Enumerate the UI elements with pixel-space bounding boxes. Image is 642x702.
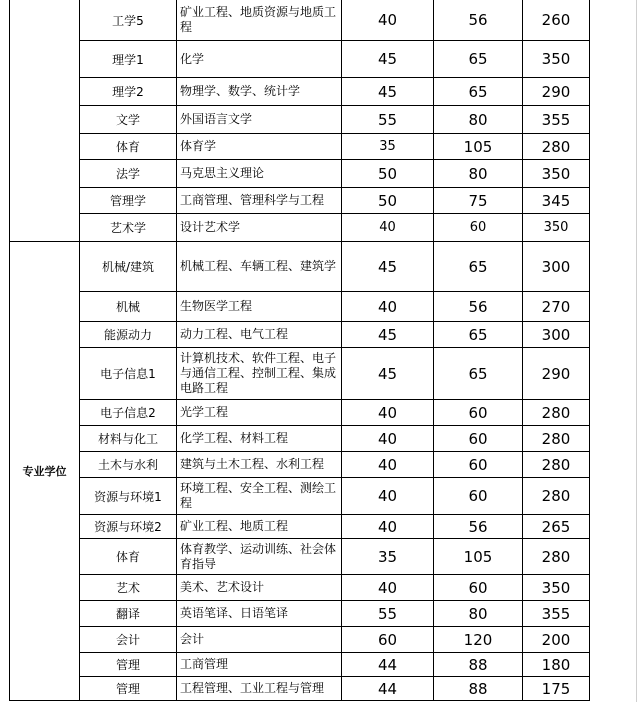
total-score-cell: 350: [523, 160, 590, 188]
single-subject-over-100-score-cell: 60: [434, 575, 523, 601]
score-table-body: [10, 0, 590, 701]
table-row: [10, 653, 590, 677]
major-cell: 土木与水利: [80, 452, 177, 478]
subjects-cell: 光学工程: [177, 400, 342, 426]
single-subject-100-score-cell: 45: [342, 242, 434, 292]
single-subject-100-score-cell: 40: [342, 575, 434, 601]
single-subject-over-100-score-cell: 60: [434, 478, 523, 515]
table-row: [10, 539, 590, 575]
total-score-cell: 280: [523, 478, 590, 515]
table-row: [10, 677, 590, 701]
single-subject-over-100-score-cell: 88: [434, 653, 523, 677]
major-cell: 理学1: [80, 41, 177, 78]
subjects-cell: 设计艺术学: [177, 214, 342, 242]
single-subject-over-100-score-cell: 80: [434, 160, 523, 188]
subjects-cell: 化学: [177, 41, 342, 78]
category-cell: [10, 0, 80, 242]
subjects-cell: 动力工程、电气工程: [177, 322, 342, 348]
total-score-cell: 350: [523, 214, 590, 242]
category-cell: 专业学位: [10, 242, 80, 701]
major-cell: 会计: [80, 627, 177, 653]
subjects-cell: 工商管理、管理科学与工程: [177, 188, 342, 214]
table-row: [10, 188, 590, 214]
subjects-cell: 马克思主义理论: [177, 160, 342, 188]
single-subject-over-100-score-cell: 56: [434, 515, 523, 539]
single-subject-over-100-score-cell: 56: [434, 292, 523, 322]
single-subject-over-100-score-cell: 80: [434, 601, 523, 627]
total-score-cell: 300: [523, 322, 590, 348]
single-subject-100-score-cell: 40: [342, 214, 434, 242]
table-row: [10, 78, 590, 106]
table-row: [10, 400, 590, 426]
total-score-cell: 345: [523, 188, 590, 214]
total-score-cell: 300: [523, 242, 590, 292]
major-cell: 法学: [80, 160, 177, 188]
table-row: [10, 214, 590, 242]
total-score-cell: 265: [523, 515, 590, 539]
subjects-cell: 工程管理、工业工程与管理: [177, 677, 342, 701]
total-score-cell: 280: [523, 452, 590, 478]
table-row: [10, 478, 590, 515]
table-row: [10, 292, 590, 322]
table-row: [10, 627, 590, 653]
subjects-cell: 体育教学、运动训练、社会体育指导: [177, 539, 342, 575]
subjects-cell: 化学工程、材料工程: [177, 426, 342, 452]
total-score-cell: 280: [523, 426, 590, 452]
single-subject-100-score-cell: 40: [342, 452, 434, 478]
major-cell: 艺术: [80, 575, 177, 601]
subjects-cell: 建筑与土木工程、水利工程: [177, 452, 342, 478]
total-score-cell: 355: [523, 601, 590, 627]
major-cell: 资源与环境1: [80, 478, 177, 515]
single-subject-over-100-score-cell: 65: [434, 41, 523, 78]
total-score-cell: 290: [523, 78, 590, 106]
subjects-cell: 环境工程、安全工程、测绘工程: [177, 478, 342, 515]
single-subject-100-score-cell: 35: [342, 539, 434, 575]
table-row: [10, 452, 590, 478]
subjects-cell: 外国语言文学: [177, 106, 342, 134]
major-cell: 理学2: [80, 78, 177, 106]
single-subject-100-score-cell: 35: [342, 134, 434, 160]
major-cell: 工学5: [80, 0, 177, 41]
major-cell: 翻译: [80, 601, 177, 627]
subjects-cell: 矿业工程、地质资源与地质工程: [177, 0, 342, 41]
total-score-cell: 180: [523, 653, 590, 677]
single-subject-100-score-cell: 40: [342, 426, 434, 452]
single-subject-over-100-score-cell: 60: [434, 400, 523, 426]
subjects-cell: 英语笔译、日语笔译: [177, 601, 342, 627]
single-subject-over-100-score-cell: 65: [434, 78, 523, 106]
single-subject-100-score-cell: 44: [342, 653, 434, 677]
single-subject-100-score-cell: 45: [342, 348, 434, 400]
single-subject-100-score-cell: 45: [342, 41, 434, 78]
single-subject-100-score-cell: 40: [342, 292, 434, 322]
subjects-cell: 物理学、数学、统计学: [177, 78, 342, 106]
major-cell: 能源动力: [80, 322, 177, 348]
single-subject-100-score-cell: 55: [342, 601, 434, 627]
subjects-cell: 生物医学工程: [177, 292, 342, 322]
single-subject-100-score-cell: 40: [342, 0, 434, 41]
subjects-cell: 计算机技术、软件工程、电子与通信工程、控制工程、集成电路工程: [177, 348, 342, 400]
total-score-cell: 260: [523, 0, 590, 41]
total-score-cell: 350: [523, 41, 590, 78]
single-subject-100-score-cell: 40: [342, 400, 434, 426]
table-row: [10, 322, 590, 348]
major-cell: 机械/建筑: [80, 242, 177, 292]
single-subject-over-100-score-cell: 65: [434, 242, 523, 292]
major-cell: 文学: [80, 106, 177, 134]
single-subject-over-100-score-cell: 88: [434, 677, 523, 701]
table-row: [10, 515, 590, 539]
single-subject-100-score-cell: 45: [342, 322, 434, 348]
total-score-cell: 350: [523, 575, 590, 601]
single-subject-over-100-score-cell: 60: [434, 426, 523, 452]
major-cell: 管理: [80, 677, 177, 701]
total-score-cell: 290: [523, 348, 590, 400]
single-subject-100-score-cell: 50: [342, 188, 434, 214]
major-cell: 机械: [80, 292, 177, 322]
subjects-cell: 工商管理: [177, 653, 342, 677]
single-subject-over-100-score-cell: 105: [434, 134, 523, 160]
single-subject-100-score-cell: 55: [342, 106, 434, 134]
single-subject-over-100-score-cell: 65: [434, 348, 523, 400]
single-subject-100-score-cell: 45: [342, 78, 434, 106]
total-score-cell: 280: [523, 134, 590, 160]
total-score-cell: 200: [523, 627, 590, 653]
table-row: [10, 0, 590, 41]
single-subject-over-100-score-cell: 60: [434, 214, 523, 242]
single-subject-100-score-cell: 40: [342, 515, 434, 539]
major-cell: 体育: [80, 539, 177, 575]
single-subject-100-score-cell: 60: [342, 627, 434, 653]
score-line-table: [9, 0, 590, 701]
table-row: [10, 106, 590, 134]
single-subject-over-100-score-cell: 80: [434, 106, 523, 134]
subjects-cell: 美术、艺术设计: [177, 575, 342, 601]
table-row: [10, 242, 590, 292]
single-subject-over-100-score-cell: 65: [434, 322, 523, 348]
total-score-cell: 175: [523, 677, 590, 701]
major-cell: 电子信息1: [80, 348, 177, 400]
major-cell: 艺术学: [80, 214, 177, 242]
subjects-cell: 矿业工程、地质工程: [177, 515, 342, 539]
single-subject-over-100-score-cell: 60: [434, 452, 523, 478]
total-score-cell: 280: [523, 400, 590, 426]
table-row: [10, 134, 590, 160]
single-subject-100-score-cell: 50: [342, 160, 434, 188]
subjects-cell: 机械工程、车辆工程、建筑学: [177, 242, 342, 292]
total-score-cell: 355: [523, 106, 590, 134]
major-cell: 管理: [80, 653, 177, 677]
single-subject-over-100-score-cell: 105: [434, 539, 523, 575]
total-score-cell: 270: [523, 292, 590, 322]
table-row: [10, 426, 590, 452]
major-cell: 体育: [80, 134, 177, 160]
table-row: [10, 601, 590, 627]
table-row: [10, 575, 590, 601]
single-subject-over-100-score-cell: 75: [434, 188, 523, 214]
single-subject-over-100-score-cell: 56: [434, 0, 523, 41]
subjects-cell: 会计: [177, 627, 342, 653]
subjects-cell: 体育学: [177, 134, 342, 160]
table-row: [10, 160, 590, 188]
single-subject-100-score-cell: 40: [342, 478, 434, 515]
major-cell: 材料与化工: [80, 426, 177, 452]
table-row: [10, 41, 590, 78]
total-score-cell: 280: [523, 539, 590, 575]
major-cell: 管理学: [80, 188, 177, 214]
single-subject-100-score-cell: 44: [342, 677, 434, 701]
table-row: [10, 348, 590, 400]
page-edge-rule: [636, 0, 637, 702]
major-cell: 资源与环境2: [80, 515, 177, 539]
single-subject-over-100-score-cell: 120: [434, 627, 523, 653]
major-cell: 电子信息2: [80, 400, 177, 426]
